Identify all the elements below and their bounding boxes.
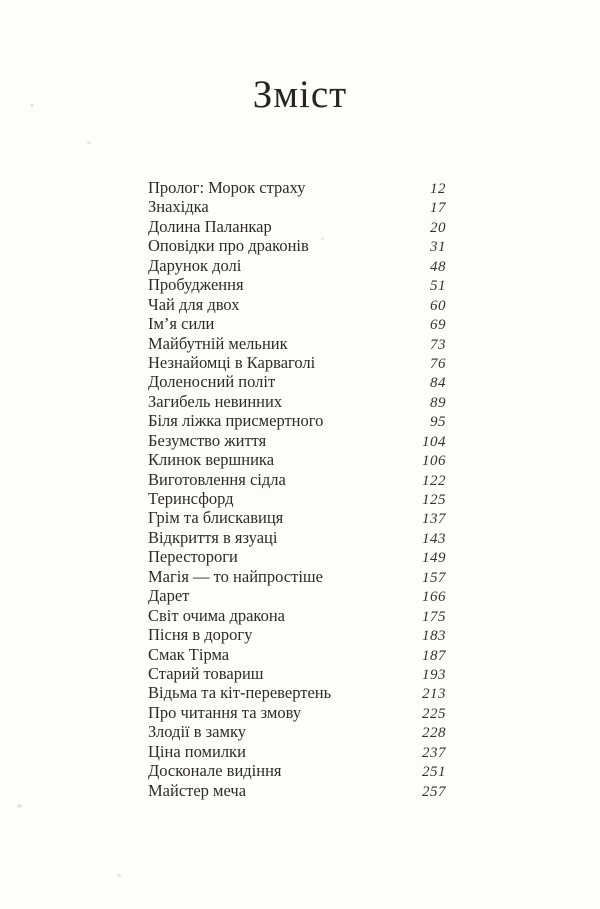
toc-entry-title: Пролог: Морок страху (148, 178, 306, 197)
toc-entry (148, 586, 446, 605)
toc-entry-page-number: 175 (422, 608, 446, 625)
toc-entry (148, 528, 446, 547)
toc-entry (148, 411, 446, 430)
page-title: Зміст (252, 73, 348, 116)
toc-entry-page-number: 257 (422, 783, 446, 800)
toc-entry-title: Виготовлення сідла (148, 469, 286, 489)
toc-entry-page-number: 228 (422, 725, 446, 742)
toc-entry (148, 606, 446, 625)
toc-entry (148, 470, 446, 489)
toc-entry-page-number: 17 (430, 200, 446, 217)
toc-entry-title: Грім та блискавиця (148, 508, 284, 528)
toc-list (148, 178, 446, 800)
toc-entry-page-number: 48 (430, 258, 446, 275)
toc-entry-title: Старий товариш (148, 663, 264, 683)
toc-entry (148, 722, 446, 741)
toc-entry-title: Долина Паланкар (148, 216, 272, 236)
toc-entry (148, 314, 446, 333)
toc-entry-page-number: 31 (430, 239, 446, 256)
toc-entry-page-number: 84 (430, 375, 446, 392)
toc-entry-title: Біля ліжка присмертного (148, 411, 324, 431)
toc-entry (148, 683, 446, 702)
toc-entry (148, 625, 446, 644)
toc-entry-title: Доленосний політ (148, 372, 276, 392)
toc-entry-title: Пісня в дорогу (148, 625, 253, 645)
toc-entry-title: Теринсфорд (148, 489, 234, 508)
toc-entry-title: Майбутній мельник (148, 333, 288, 353)
toc-entry-page-number: 51 (430, 278, 446, 295)
toc-entry-page-number: 20 (430, 219, 446, 236)
toc-entry (148, 236, 446, 255)
toc-entry-page-number: 237 (422, 744, 446, 761)
toc-entry-page-number: 122 (422, 472, 446, 489)
scan-speckle (321, 237, 324, 240)
toc-entry-title: Перестороги (148, 547, 238, 567)
toc-entry-page-number: 213 (422, 686, 446, 703)
toc-entry (148, 508, 446, 527)
toc-entry-title: Клинок вершника (148, 450, 275, 470)
toc-entry-page-number: 73 (430, 336, 446, 353)
toc-entry-page-number: 125 (422, 492, 446, 508)
toc-entry-page-number: 137 (422, 511, 446, 528)
toc-entry (148, 178, 446, 197)
toc-entry-page-number: 149 (422, 550, 446, 567)
toc-entry-page-number: 60 (430, 297, 446, 314)
toc-entry (148, 450, 446, 469)
toc-entry-page-number: 104 (422, 433, 446, 450)
scan-speckle (87, 141, 91, 144)
toc-entry-page-number: 187 (422, 647, 446, 664)
toc-entry (148, 295, 446, 314)
toc-entry-title: Ім’я сили (148, 314, 215, 334)
toc-entry-title: Злодії в замку (148, 722, 246, 742)
toc-entry-title: Майстер меча (148, 780, 247, 800)
toc-entry-page-number: 166 (422, 589, 446, 606)
toc-entry (148, 703, 446, 722)
toc-entry (148, 197, 446, 216)
toc-entry (148, 547, 446, 566)
toc-entry-title: Безумство життя (148, 430, 267, 450)
toc-entry-page-number: 76 (430, 355, 446, 372)
toc-entry (148, 392, 446, 411)
toc-entry-title: Досконале видіння (148, 761, 282, 781)
toc-entry (148, 781, 446, 800)
scan-speckle (17, 804, 22, 808)
toc-entry-page-number: 193 (422, 666, 446, 683)
toc-entry (148, 567, 446, 586)
toc-entry-page-number: 183 (422, 628, 446, 645)
toc-entry-title: Оповідки про драконів (148, 236, 309, 256)
toc-entry (148, 217, 446, 236)
toc-entry-page-number: 89 (430, 394, 446, 411)
toc-entry-page-number: 251 (422, 764, 446, 781)
toc-entry-page-number: 143 (422, 530, 446, 547)
toc-entry-page-number: 12 (430, 181, 446, 197)
toc-entry-title: Загибель невинних (148, 391, 283, 411)
toc-entry-title: Незнайомці в Карваголі (148, 352, 316, 372)
toc-entry-title: Чай для двох (148, 294, 240, 314)
toc-entry-title: Магія — то найпростіше (148, 566, 323, 586)
toc-entry-title: Відкриття в язуаці (148, 527, 278, 547)
toc-entry (148, 275, 446, 294)
toc-entry (148, 334, 446, 353)
toc-entry (148, 664, 446, 683)
toc-entry-title: Пробудження (148, 275, 244, 295)
toc-entry (148, 372, 446, 391)
toc-entry-page-number: 69 (430, 317, 446, 334)
toc-entry (148, 645, 446, 664)
toc-entry-title: Смак Тірма (148, 644, 230, 664)
toc-entry-page-number: 157 (422, 569, 446, 586)
toc-entry-page-number: 95 (430, 414, 446, 431)
scan-speckle (117, 874, 121, 877)
toc-entry-title: Дарунок долі (148, 255, 242, 275)
toc-entry-title: Дарет (148, 586, 190, 606)
toc-entry (148, 742, 446, 761)
toc-entry-title: Світ очима дракона (148, 605, 285, 625)
toc-entry-title: Про читання та змову (148, 702, 302, 722)
toc-entry (148, 353, 446, 372)
toc-entry (148, 431, 446, 450)
toc-entry-title: Ціна помилки (148, 741, 246, 761)
toc-entry (148, 489, 446, 508)
toc-entry-page-number: 225 (422, 705, 446, 722)
scan-speckle (30, 104, 34, 107)
toc-entry-title: Відьма та кіт-перевертень (148, 683, 332, 703)
toc-entry-title: Знахідка (148, 197, 209, 217)
toc-entry-page-number: 106 (422, 453, 446, 470)
toc-entry (148, 761, 446, 780)
toc-entry (148, 256, 446, 275)
